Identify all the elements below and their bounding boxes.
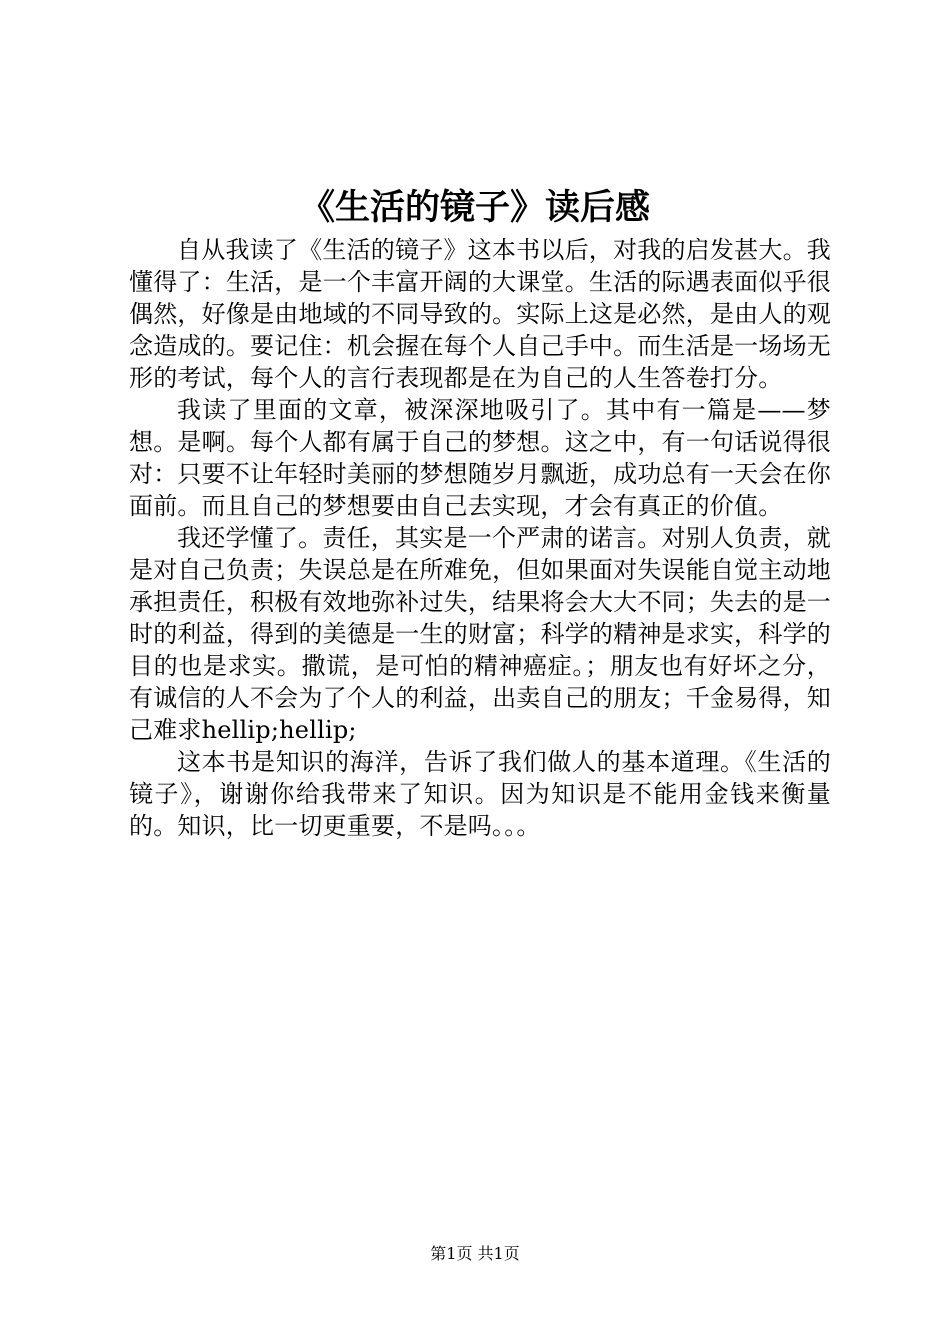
page-footer: 第1页 共1页: [430, 1244, 520, 1263]
document-title: 《生活的镜子》读后感: [299, 187, 650, 228]
paragraph-2: 我读了里面的文章，被深深地吸引了。其中有一篇是——梦想。是啊。每个人都有属于自己的梦想。这之中，有一句话说得很对：只要不让年轻时美丽的梦想随岁月飘逝，成功总有一天会在你面前。而且自己的梦想要由自己去实现，才会有真正的价值。: [129, 396, 831, 520]
paragraph-4: 这本书是知识的海洋，告诉了我们做人的基本道理。《生活的镜子》，谢谢你给我带来了知识。因为知识是不能用金钱来衡量的。知识，比一切更重要，不是吗。。。: [129, 748, 831, 840]
paragraph-3: 我还学懂了。责任，其实是一个严肃的诺言。对别人负责，就是对自己负责；失误总是在所难免，但如果面对失误能自觉主动地承担责任，积极有效地弥补过失，结果将会大大不同；失去的是一时的利益，得到的美德是一生的财富；科学的精神是求实，科学的目的也是求实。撒谎，是可怕的精神癌症。；朋友也有好坏之分，有诚信的人不会为了个人的利益，出卖自己的朋友；千金易得，知己难求hellip;hellip;: [129, 524, 831, 744]
document-body: [129, 234, 831, 842]
paragraph-1: 自从我读了《生活的镜子》这本书以后，对我的启发甚大。我懂得了：生活，是一个丰富开阔的大课堂。生活的际遇表面似乎很偶然，好像是由地域的不同导致的。实际上这是必然，是由人的观念造成的。要记住：机会握在每个人自己手中。而生活是一场场无形的考试，每个人的言行表现都是在为自己的人生答卷打分。: [129, 236, 831, 392]
